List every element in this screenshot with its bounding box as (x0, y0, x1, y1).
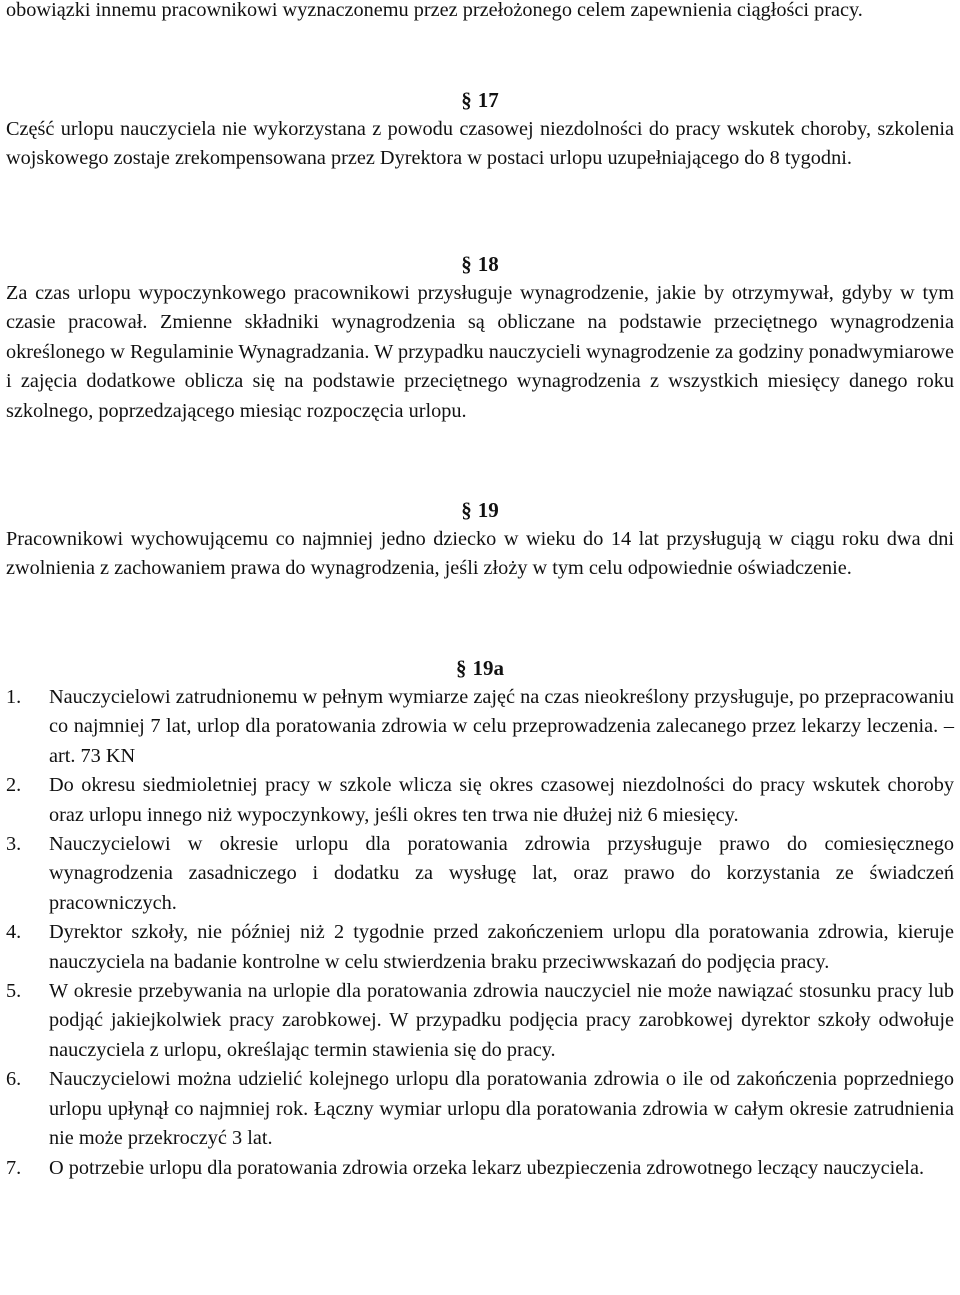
section-19a-list (6, 683, 954, 1183)
list-item-text: Nauczycielowi można udzielić kolejnego urlopu dla poratowania zdrowia o ile od zakończenia poprzedniego urlopu upłynął co najmniej rok. Łączny wymiar urlopu dla poratowania zdrowia w całym okresie zatrudnienia nie może przekroczyć 3 lat. (49, 1068, 954, 1150)
intro-block (6, 0, 954, 25)
list-item-text: Do okresu siedmioletniej pracy w szkole wlicza się okres czasowej niezdolności do pracy wskutek choroby oraz urlopu innego niż wypoczynkowy, jeśli okres ten trwa nie dłużej niż 6 miesięcy. (49, 774, 954, 826)
section-18-number: 18 (477, 252, 499, 276)
list-item-number: 5. (6, 980, 22, 1003)
section-19-number: 19 (477, 498, 499, 522)
section-17 (6, 86, 954, 174)
list-item-text: W okresie przebywania na urlopie dla poratowania zdrowia nauczyciel nie może nawiązać stosunku pracy lub podjąć jakiejkolwiek pracy zarobkowej. W przypadku podjęcia pracy zarobkowej dyrektor szkoły odwołuje nauczyciela z urlopu, określając termin stawienia się do pracy. (49, 980, 954, 1061)
list-item-number: 4. (6, 921, 22, 944)
section-sign: § (461, 252, 472, 276)
section-18-text: Za czas urlopu wypoczynkowego pracownikowi przysługuje wynagrodzenie, jakie by otrzymywał, gdyby w tym czasie pracował. Zmienne składniki wynagrodzenia są obliczane na podstawie przeciętnego wynagrodzenia określonego w Regulaminie Wynagradzania. W przypadku nauczycieli wynagrodzenie za godziny ponadwymiarowe i zajęcia dodatkowe oblicza się na podstawie przeciętnego wynagrodzenia z wszystkich miesięcy danego roku szkolnego, poprzedzającego miesiąc rozpoczęcia urlopu. (6, 282, 954, 422)
list-item (6, 683, 954, 771)
list-item-text: O potrzebie urlopu dla poratowania zdrowia orzeka lekarz ubezpieczenia zdrowotnego leczący nauczyciela. (49, 1156, 925, 1179)
section-19 (6, 496, 954, 584)
list-item-number: 2. (6, 774, 22, 797)
section-19-heading (6, 496, 954, 525)
section-19a-heading (6, 654, 954, 683)
section-18-heading (6, 250, 954, 279)
list-item-number: 3. (6, 833, 22, 856)
list-item-number: 6. (6, 1068, 22, 1091)
list-item-text: Nauczycielowi w okresie urlopu dla poratowania zdrowia przysługuje prawo do comiesięcznego wynagrodzenia zasadniczego i dodatku za wysługę lat, oraz prawo do korzystania ze świadczeń pracowniczych. (49, 833, 954, 914)
section-sign: § (461, 88, 472, 112)
section-17-heading (6, 86, 954, 115)
list-item-number: 7. (6, 1156, 22, 1179)
intro-paragraph: obowiązki innemu pracownikowi wyznaczonemu przez przełożonego celem zapewnienia ciągłości pracy. (6, 0, 863, 21)
list-item-text: Dyrektor szkoły, nie później niż 2 tygodnie przed zakończeniem urlopu dla poratowania zdrowia, kieruje nauczyciela na badanie kontrolne w celu stwierdzenia braku przeciwwskazań do podjęcia pracy. (49, 921, 954, 973)
list-item (6, 1154, 954, 1183)
section-17-number: 17 (477, 88, 499, 112)
list-item-text: Nauczycielowi zatrudnionemu w pełnym wymiarze zajęć na czas nieokreślony przysługuje, po przepracowaniu co najmniej 7 lat, urlop dla poratowania zdrowia w celu przeprowadzenia zalecanego przez lekarzy leczenia. – art. 73 KN (49, 686, 954, 767)
section-sign: § (461, 498, 472, 522)
list-item (6, 771, 954, 830)
list-item (6, 977, 954, 1065)
section-19a-number: 19a (472, 656, 504, 680)
list-item (6, 1065, 954, 1153)
section-19a (6, 654, 954, 1183)
list-item (6, 918, 954, 977)
section-18 (6, 250, 954, 426)
section-sign: § (456, 656, 467, 680)
section-19-text: Pracownikowi wychowującemu co najmniej jedno dziecko w wieku do 14 lat przysługują w ciągu roku dwa dni zwolnienia z zachowaniem prawa do wynagrodzenia, jeśli złoży w tym celu odpowiednie oświadczenie. (6, 528, 954, 580)
section-17-text: Część urlopu nauczyciela nie wykorzystana z powodu czasowej niezdolności do pracy wskutek choroby, szkolenia wojskowego zostaje zrekompensowana przez Dyrektora w postaci urlopu uzupełniającego do 8 tygodni. (6, 118, 954, 170)
list-item (6, 830, 954, 918)
list-item-number: 1. (6, 686, 22, 708)
